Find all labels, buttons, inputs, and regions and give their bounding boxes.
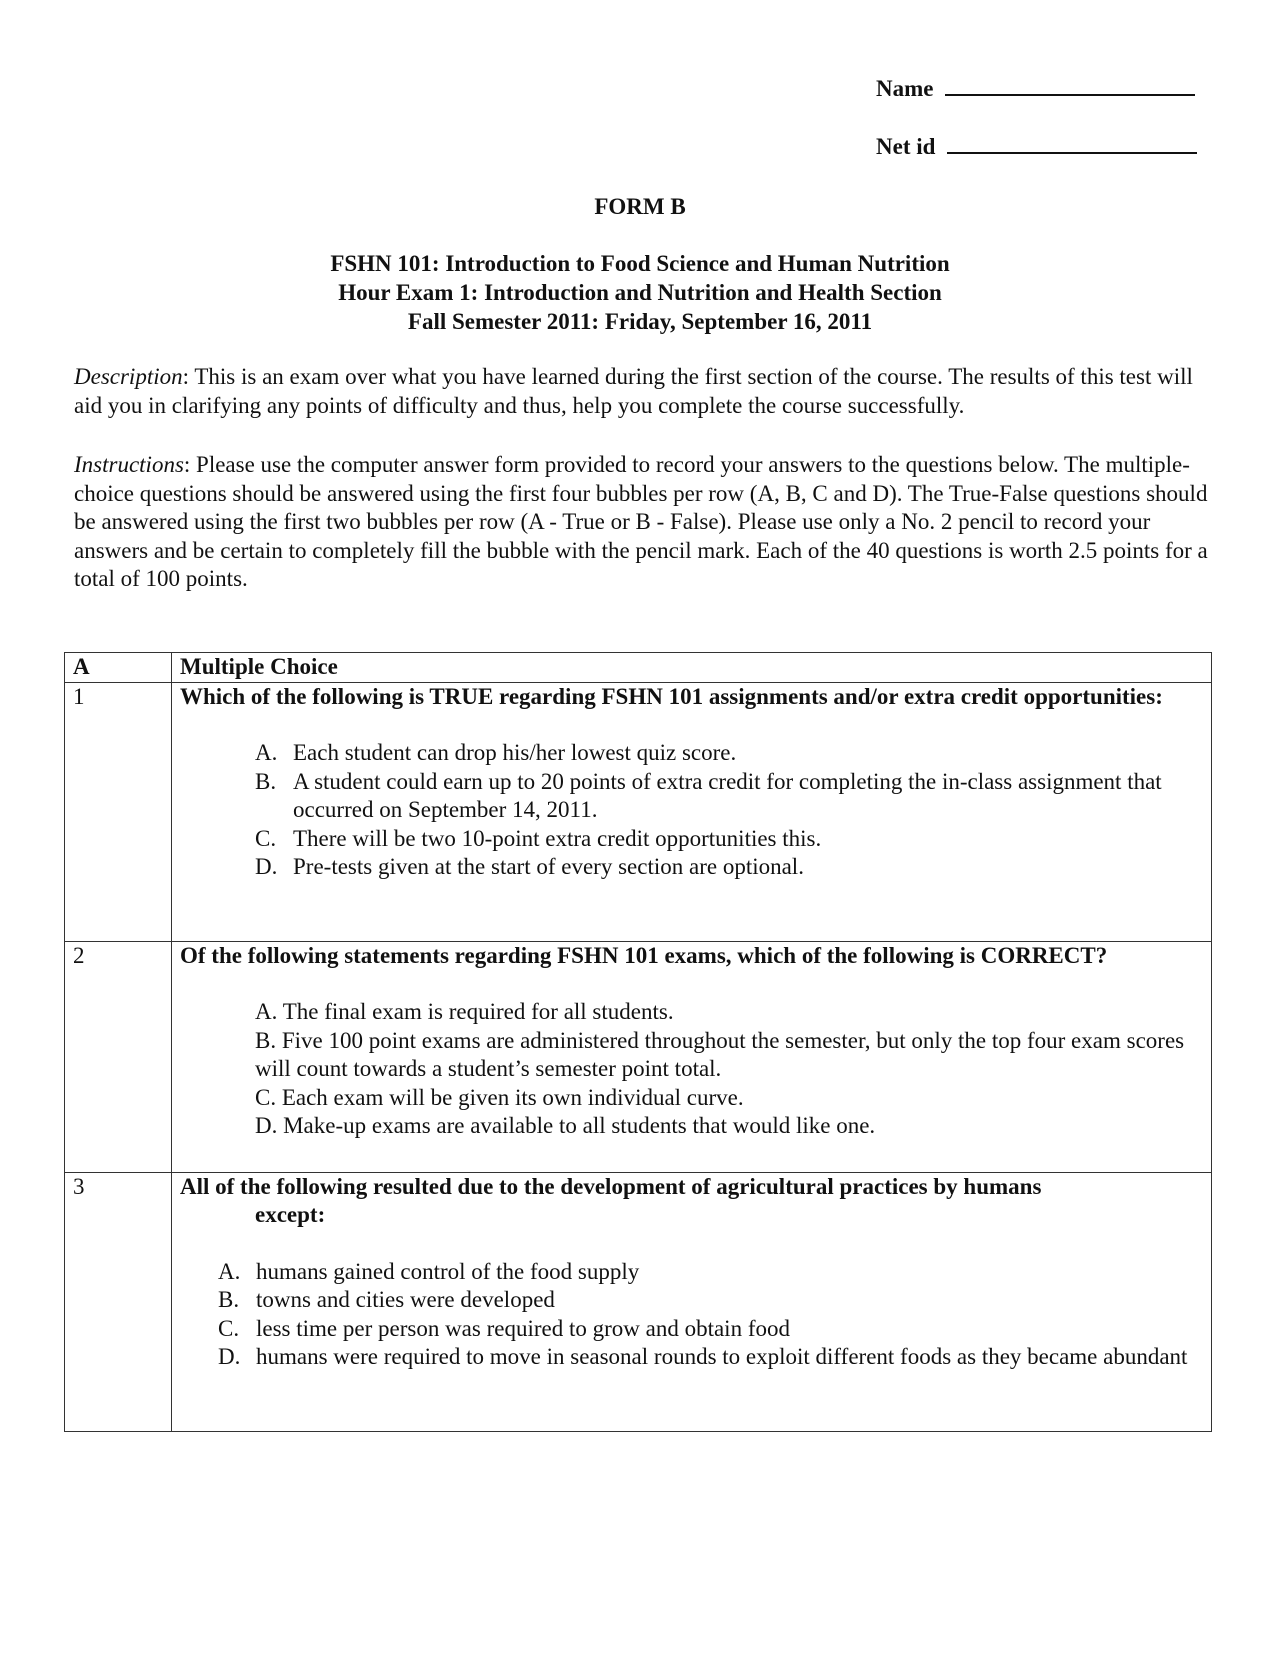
option-list	[180, 739, 1203, 882]
option-item: D. Make-up exams are available to all students that would like one.	[255, 1113, 876, 1138]
question-stem-line: All of the following resulted due to the development of agricultural practices by humans	[180, 1173, 1042, 1199]
option-text: There will be two 10-point extra credit opportunities this.	[293, 825, 822, 851]
option-letter: A.	[255, 740, 278, 765]
question-row	[65, 682, 1212, 941]
semester-title: Fall Semester 2011: Friday, September 16, 2011	[407, 309, 873, 334]
exam-title: Hour Exam 1: Introduction and Nutrition and Health Section	[338, 280, 942, 305]
name-blank-line	[945, 93, 1195, 96]
question-stem: Which of the following is TRUE regarding FSHN 101 assignments and/or extra credit opportunities:	[180, 683, 1163, 709]
option-text: Pre-tests given at the start of every section are optional.	[293, 854, 804, 879]
option-item	[218, 1315, 1203, 1344]
option-item: A. The final exam is required for all students.	[255, 999, 674, 1024]
option-list	[180, 1258, 1203, 1372]
question-cell	[172, 941, 1212, 1172]
option-item	[255, 825, 1203, 854]
option-item	[255, 768, 1203, 825]
option-text: less time per person was required to grow and obtain food	[256, 1315, 790, 1341]
option-letter: B.	[255, 768, 277, 794]
name-label: Name	[876, 76, 934, 101]
question-cell	[172, 682, 1212, 941]
form-label: FORM B	[594, 194, 686, 219]
question-stem-line: except:	[255, 1202, 326, 1227]
option-letter: A.	[218, 1258, 241, 1284]
question-number: 2	[65, 941, 172, 1172]
option-text: Each student can drop his/her lowest quiz score.	[293, 740, 737, 765]
instructions-paragraph	[74, 451, 1209, 594]
question-table	[64, 652, 1212, 1432]
option-text: humans were required to move in seasonal rounds to exploit different foods as they became abundant	[256, 1344, 1188, 1369]
option-item	[218, 1286, 1203, 1315]
option-text: towns and cities were developed	[256, 1287, 555, 1312]
question-cell	[172, 1172, 1212, 1431]
instructions-label: Instructions	[74, 452, 184, 477]
option-item	[218, 1343, 1203, 1372]
option-item	[255, 739, 1203, 768]
option-list	[255, 998, 1203, 1141]
description-paragraph	[74, 363, 1209, 420]
section-title: Multiple Choice	[172, 653, 1212, 683]
option-item	[255, 853, 1203, 882]
course-title: FSHN 101: Introduction to Food Science and Human Nutrition	[330, 251, 950, 276]
description-label: Description	[74, 364, 183, 389]
netid-field-row	[876, 134, 1212, 160]
option-item: C. Each exam will be given its own individual curve.	[255, 1084, 744, 1110]
question-number: 1	[65, 682, 172, 941]
description-text: : This is an exam over what you have learned during the first section of the course. The results of this test will aid you in clarifying any points of difficulty and thus, help you complete the course successfully.	[74, 364, 1193, 418]
question-stem: Of the following statements regarding FSHN 101 exams, which of the following is CORRECT?	[180, 942, 1108, 968]
option-item: B. Five 100 point exams are administered throughout the semester, but only the top four exam scores will count towards a student’s semester point total.	[255, 1027, 1185, 1081]
question-stem	[180, 1173, 1203, 1230]
option-letter: C.	[255, 825, 277, 851]
option-text: humans gained control of the food supply	[256, 1258, 640, 1284]
option-text: A student could earn up to 20 points of extra credit for completing the in-class assignment that occurred on September 14, 2011.	[293, 768, 1162, 822]
netid-label: Net id	[876, 134, 936, 159]
option-item	[218, 1258, 1203, 1287]
option-letter: C.	[218, 1315, 240, 1341]
name-field-row	[876, 76, 1212, 102]
option-letter: D.	[255, 854, 278, 879]
question-row	[65, 1172, 1212, 1431]
instructions-text: : Please use the computer answer form provided to record your answers to the questions below. The multiple-choice questions should be answered using the first four bubbles per row (A, B, C and D). The True-False questions should be answered using the first two bubbles per row (A - True or B - False). Please use only a No. 2 pencil to record your answers and be certain to completely fill the bubble with the pencil mark. Each of the 40 questions is worth 2.5 points for a total of 100 points.	[74, 452, 1208, 591]
question-number: 3	[65, 1172, 172, 1431]
question-row	[65, 941, 1212, 1172]
table-header-row	[65, 653, 1212, 683]
section-code: A	[65, 653, 172, 683]
netid-blank-line	[947, 151, 1197, 154]
option-letter: B.	[218, 1287, 240, 1312]
option-letter: D.	[218, 1344, 241, 1369]
